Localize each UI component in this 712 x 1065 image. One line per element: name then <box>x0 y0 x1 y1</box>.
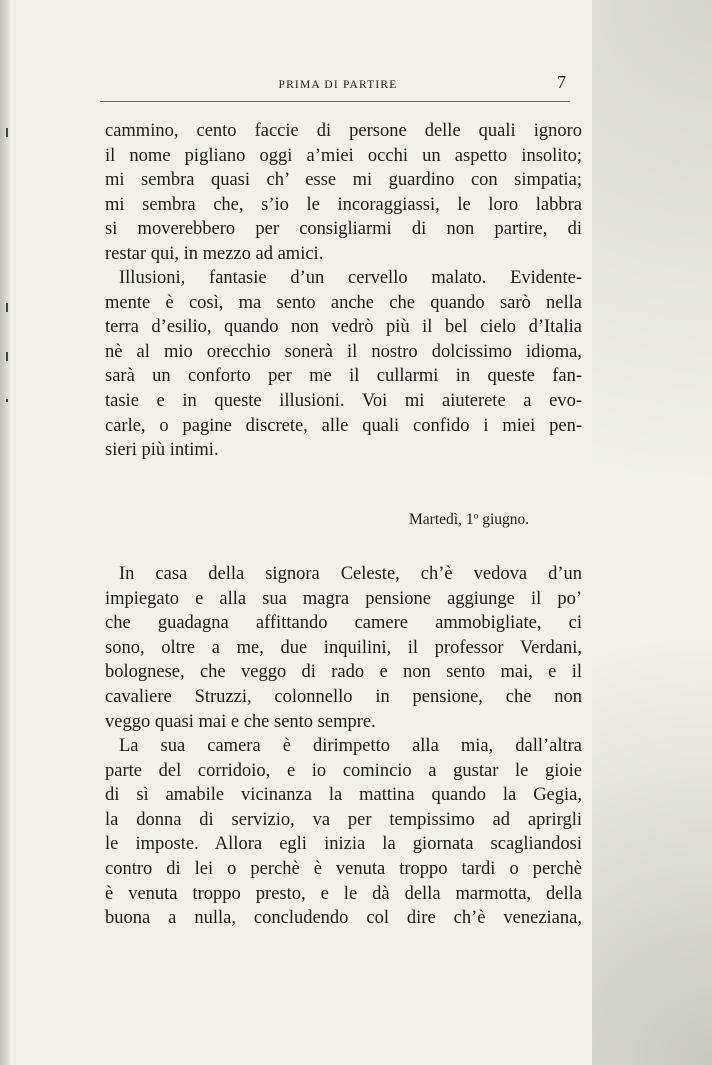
text-line: sieri più intimi. <box>105 440 219 461</box>
text-line: tasie e in queste illusioni. Voi mi aiuterete a evo- <box>105 390 582 411</box>
margin-mark <box>6 352 8 361</box>
text-line: mi sembra quasi ch’ esse mi guardino con simpatia; <box>105 170 582 191</box>
text-line: cammino, cento faccie di persone delle quali ignoro <box>105 121 582 141</box>
text-line: restar qui, in mezzo ad amici. <box>105 243 324 264</box>
text-line: è venuta troppo presto, e le dà della marmotta, della <box>105 883 582 904</box>
text-line: sono, oltre a me, due inquilini, il professor Verdani, <box>105 637 582 658</box>
text-line: terra d’esilio, quando non vedrò più il bel cielo d’Italia <box>105 317 582 338</box>
margin-mark <box>6 399 8 402</box>
text-line: buona a nulla, concludendo col dire ch’è veneziana, <box>105 908 582 929</box>
text-line: In casa della signora Celeste, ch’è vedova d’un <box>119 564 582 584</box>
text-line: cavaliere Struzzi, colonnello in pensione, che non <box>105 686 582 707</box>
text-line: si moverebbero per consigliarmi di non partire, di <box>105 219 582 240</box>
text-line: di sì amabile vicinanza la mattina quando la Gegia, <box>105 785 582 806</box>
header-rule <box>100 101 570 102</box>
text-line: sarà un conforto per me il cullarmi in queste fan- <box>105 366 582 387</box>
text-line: contro di lei o perchè è venuta troppo tardi o perchè <box>105 858 582 879</box>
margin-mark <box>6 303 8 312</box>
text-line: bolognese, che veggo di rado e non sento mai, e il <box>105 662 582 683</box>
paragraph-illusioni <box>105 266 582 463</box>
text-line: mente è così, ma sento anche che quando sarò nella <box>105 292 582 313</box>
text-line: che guadagna affittando camere ammobigliate, ci <box>105 613 582 634</box>
running-title: PRIMA DI PARTIRE <box>278 79 398 91</box>
text-line: veggo quasi mai e che sento sempre. <box>105 711 376 732</box>
text-line: mi sembra che, s’io le incoraggiassi, le loro labbra <box>105 194 582 215</box>
text-line: nè al mio orecchio sonerà il nostro dolcissimo idioma, <box>105 341 582 362</box>
text-line: Illusioni, fantasie d’un cervello malato. Evidente- <box>119 268 582 288</box>
dateline: Martedì, 1º giugno. <box>409 511 530 528</box>
text-line: La sua camera è dirimpetto alla mia, dall’altra <box>119 736 582 756</box>
paragraph-casa <box>105 562 582 734</box>
running-head <box>100 72 576 98</box>
text-line: carle, o pagine discrete, alle quali confido i miei pen- <box>105 415 582 436</box>
text-line: la donna di servizio, va per tempissimo ad aprirgli <box>105 809 582 830</box>
text-line: le imposte. Allora egli inizia la giornata scagliandosi <box>105 834 582 855</box>
margin-mark <box>6 128 8 137</box>
text-line: parte del corridoio, e io comincio a gustar le gioie <box>105 760 582 781</box>
page-number: 7 <box>557 72 566 92</box>
text-line: il nome pigliano oggi a’miei occhi un aspetto insolito; <box>105 145 582 166</box>
paragraph-continuation <box>105 119 582 267</box>
text-line: impiegato e alla sua magra pensione aggiunge il po’ <box>105 588 582 609</box>
paragraph-camera <box>105 734 582 931</box>
